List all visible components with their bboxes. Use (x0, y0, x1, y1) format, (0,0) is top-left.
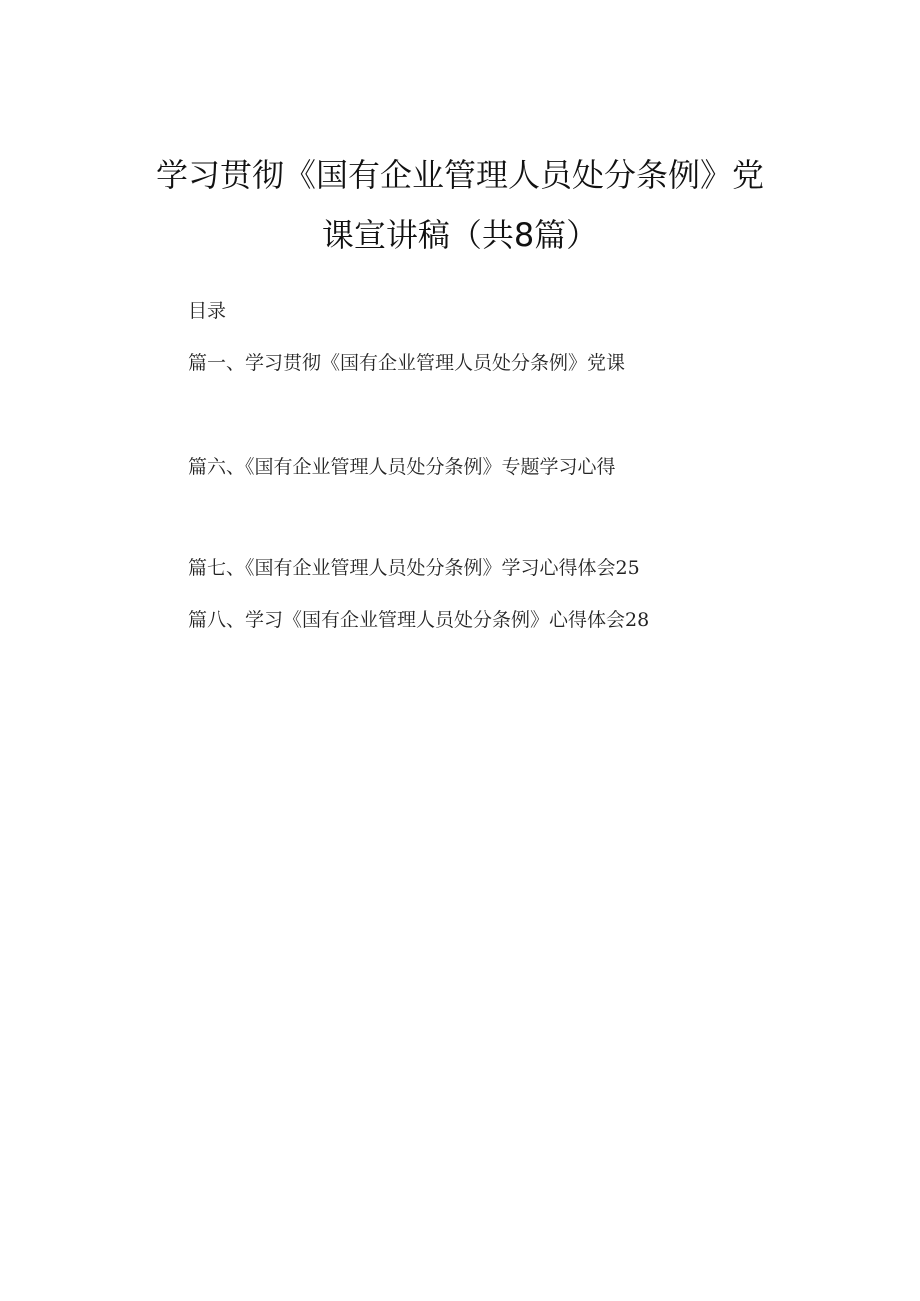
toc-entry-6[interactable]: 篇六、《国有企业管理人员处分条例》专题学习心得 (188, 456, 616, 478)
toc-entry-1[interactable]: 篇一、学习贯彻《国有企业管理人员处分条例》党课 (188, 352, 626, 374)
toc-entry-7[interactable]: 篇七、《国有企业管理人员处分条例》学习心得体会25 (188, 557, 640, 579)
toc-heading: 目录 (188, 300, 227, 322)
toc-entry-8[interactable]: 篇八、学习《国有企业管理人员处分条例》心得体会28 (188, 609, 650, 631)
document-title-line-2: 课宣讲稿（共8篇） (321, 216, 599, 254)
document-title-line-1: 学习贯彻《国有企业管理人员处分条例》党 (155, 156, 764, 194)
